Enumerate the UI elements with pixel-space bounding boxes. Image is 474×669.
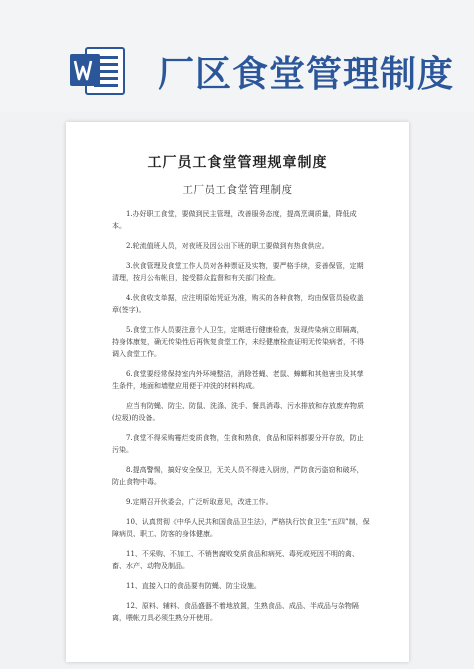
paragraph-10: 9.定期召开伙委会，广泛听取意见，改进工作。 [126,498,273,506]
document-subtitle: 工厂员工食堂管理制度 [182,184,293,196]
banner-title: 厂区食堂管理制度 [158,54,455,95]
paragraph-13: 11、直接入口的食品要有防蝇、防尘设施。 [126,582,261,590]
document-body [112,208,370,632]
paragraph-12: 11、不采购、不加工、不销售腐败变质食品和病死、毒死或死因不明的禽、畜、水产、动物及制品。 [112,550,359,570]
paragraph-11: 10、认真贯彻《中华人民共和国食品卫生法》，严格执行饮食卫生“五四”制，保障病员、职工、防客的身体健康。 [112,518,370,538]
paragraph-2: 2.轮流值班人员，对夜班及因公出下班的职工要做到有热食供应。 [126,242,329,250]
paragraph-4: 4.伙食收支单据，应注明原始凭证为准，购买的各种食物，均由保管员验收盖章(签字)。 [112,294,364,314]
paragraph-6: 6.食堂要经常保持室内外环境整洁，消除苍蝇、老鼠、蟑螂和其他害虫及其孳生条件，地面和墙壁应用便于冲洗的材料构成。 [112,370,364,390]
paragraph-3: 3.伙食管理及食堂工作人员对各种票证及实物，要严格手续，妥善保管，定期清理，按月公布帐目，接受群众监督和有关部门检查。 [112,262,364,282]
document-title: 工厂员工食堂管理规章制度 [147,155,328,171]
document-page [66,122,409,662]
paragraph-5: 5.食堂工作人员要注意个人卫生，定期进行健康检查，发现传染病立即隔离，持身体康复，确无传染性后再恢复食堂工作，未经健康检查证明无传染病者，不得调入食堂工作。 [112,326,364,358]
word-document-icon [68,42,128,98]
banner [0,0,474,112]
paragraph-7: 应当有防蝇、防尘、防鼠、洗涤、洗手、餐具消毒、污水排放和存放废弃物质(垃圾)的设备。 [112,402,364,422]
paragraph-1: 1.办好职工食堂，要做到民主管理，改善服务态度，提高烹调质量，降低成本。 [112,210,357,230]
paragraph-9: 8.提高警惕，搞好安全保卫，无关人员不得进入厨房，严防食污盗窃和破坏，防止食物中毒。 [112,466,364,486]
paragraph-14: 12、原料、辅料、食品盛器不着地放置，生熟食品、成品、半成品与杂物隔离，喂帐刀具必须生熟分开使用。 [112,602,359,622]
paragraph-8: 7.食堂不得采购霉烂变质食物，生食和熟食，食品和原料都要分开存放，防止污染。 [112,434,364,454]
